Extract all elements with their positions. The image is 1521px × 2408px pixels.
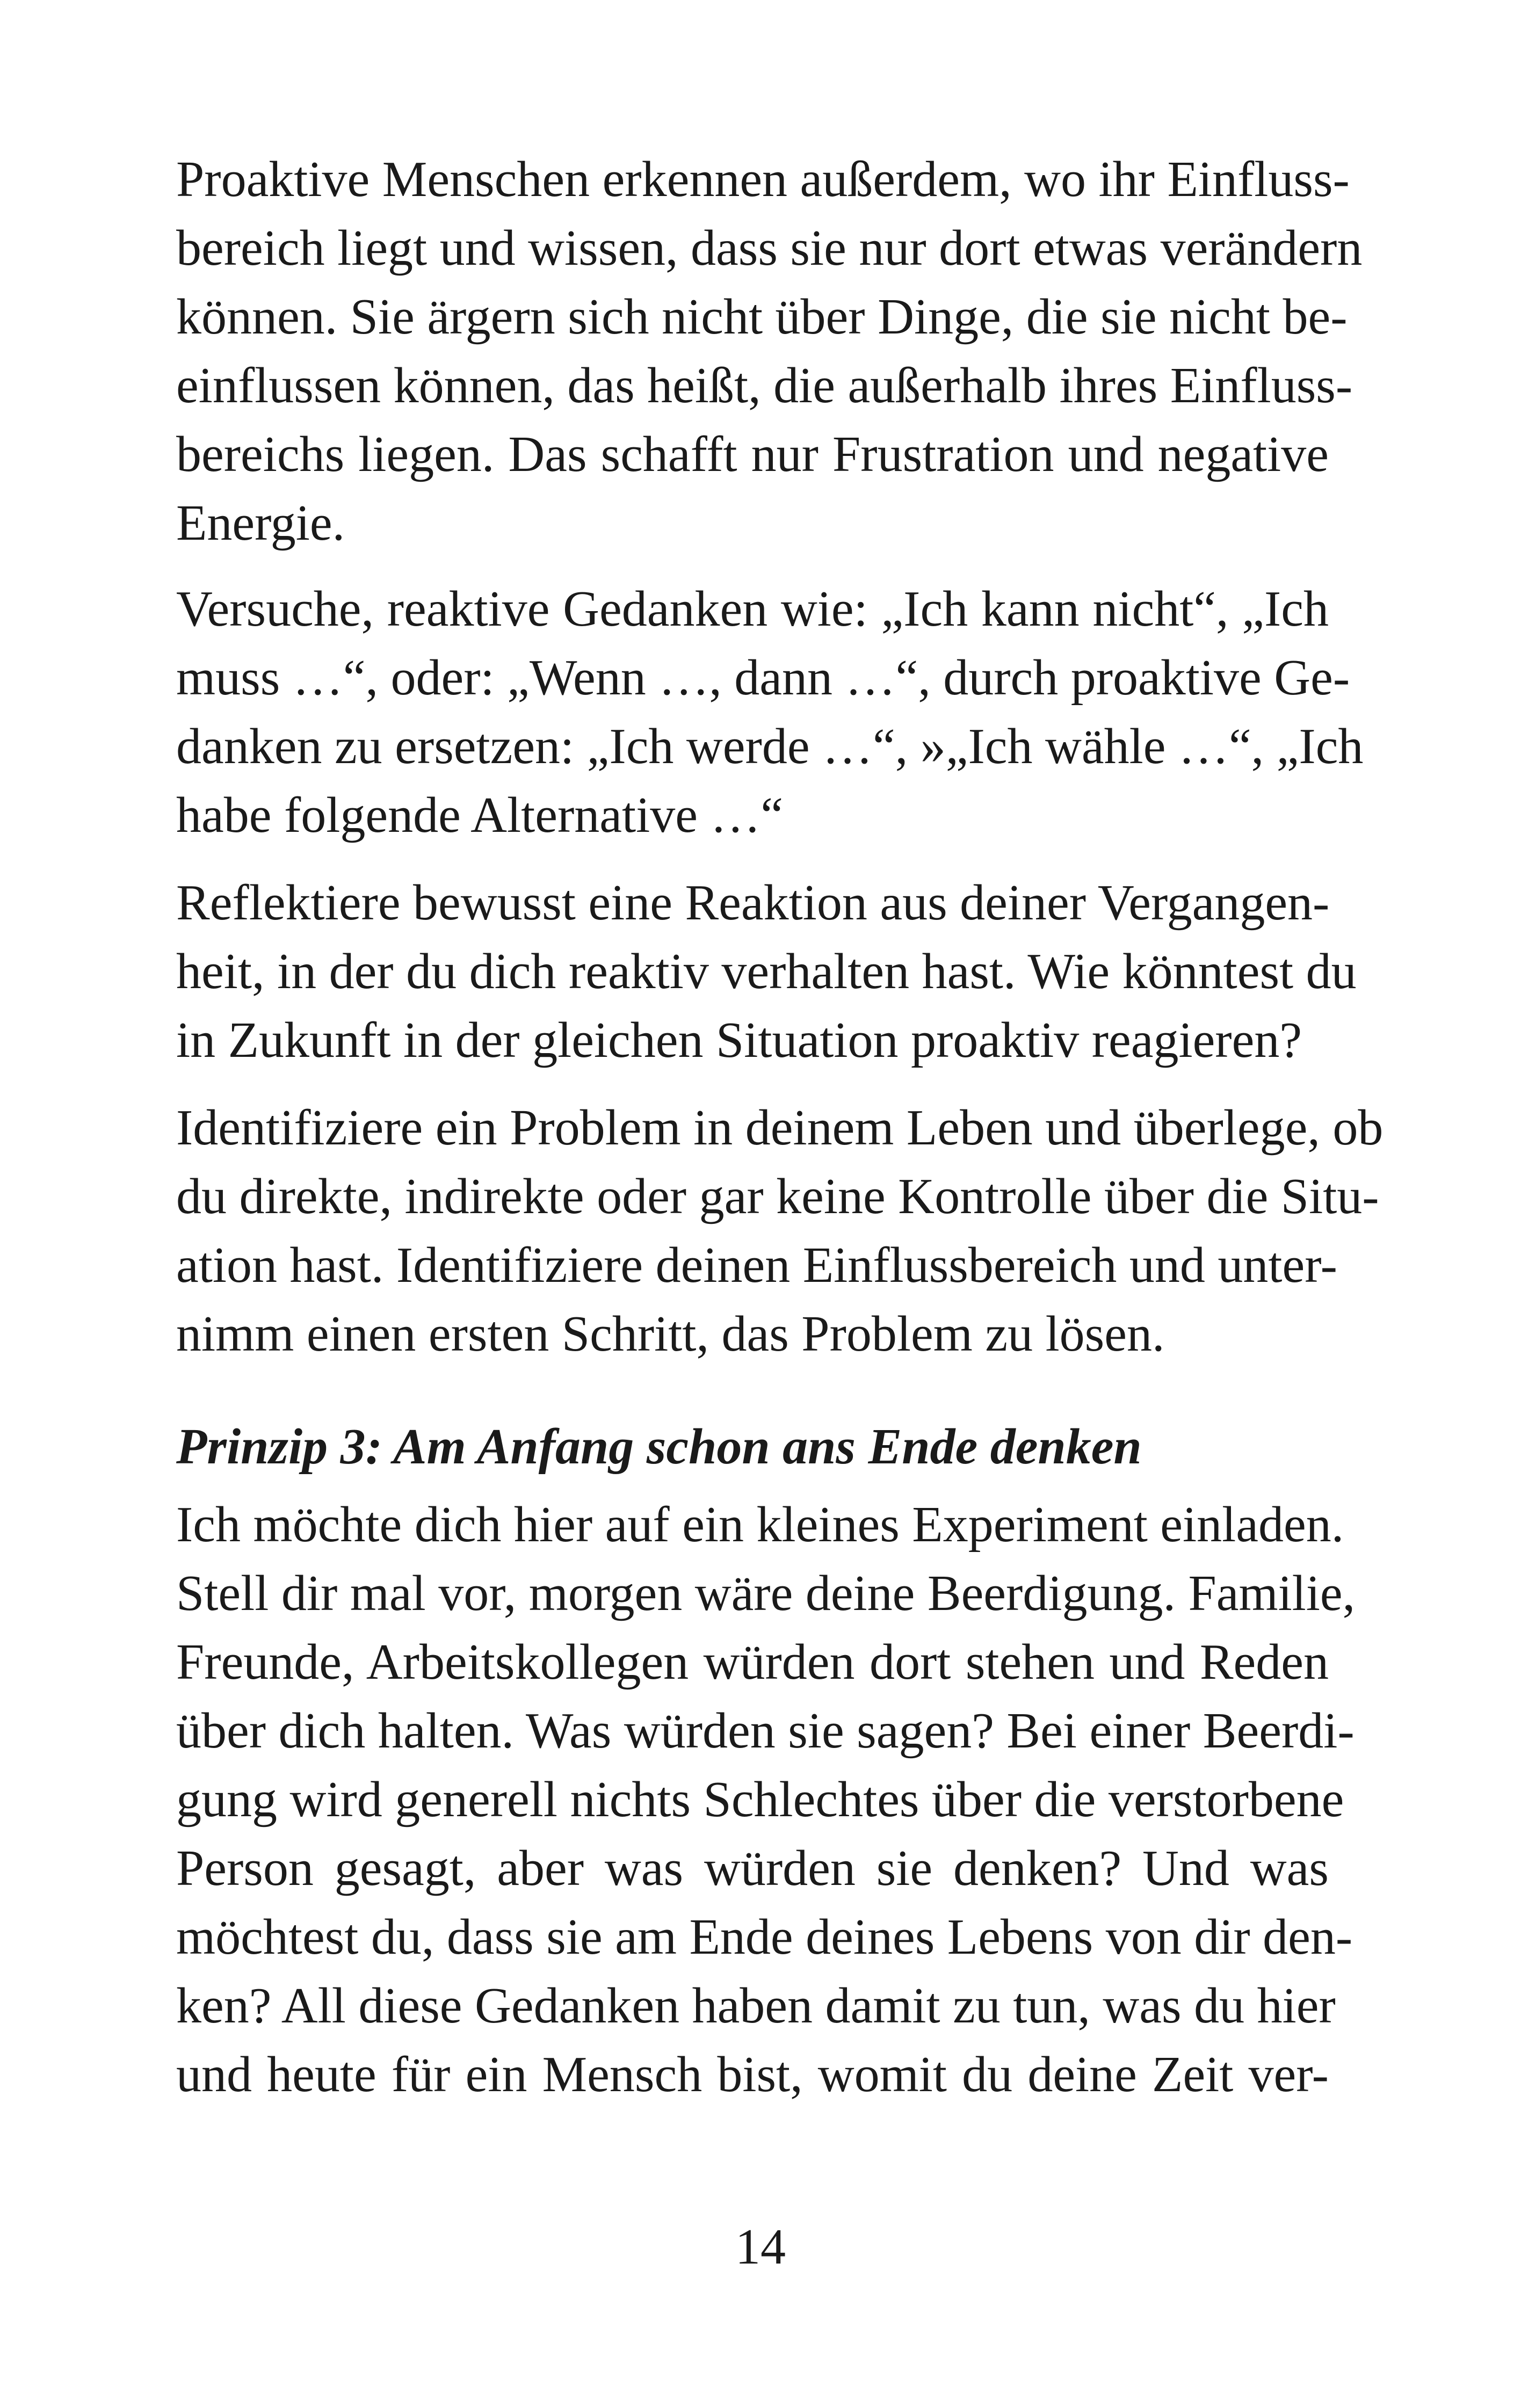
text-line: in Zukunft in der gleichen Situation proaktiv reagieren? bbox=[176, 1012, 1302, 1068]
text-line: ken? All diese Gedanken haben damit zu tun, was du hier bbox=[176, 1978, 1336, 2034]
text-line: bereichs liegen. Das schafft nur Frustration und negative bbox=[176, 426, 1329, 482]
text-line: nimm einen ersten Schritt, das Problem zu lösen. bbox=[176, 1306, 1165, 1362]
text-line: einflussen können, das heißt, die außerhalb ihres Einfluss- bbox=[176, 358, 1353, 414]
text-line: Versuche, reaktive Gedanken wie: „Ich kann nicht“, „Ich bbox=[176, 581, 1329, 637]
text-line: ation hast. Identifiziere deinen Einflussbereich und unter- bbox=[176, 1237, 1337, 1293]
text-line: Person gesagt, aber was würden sie denken? Und was bbox=[176, 1840, 1329, 1896]
text-line: Ich möchte dich hier auf ein kleines Experiment einladen. bbox=[176, 1497, 1344, 1553]
text-line: danken zu ersetzen: „Ich werde …“, »„Ich wähle …“, „Ich bbox=[176, 719, 1364, 774]
text-line: möchtest du, dass sie am Ende deines Lebens von dir den- bbox=[176, 1909, 1353, 1965]
text-line: gung wird generell nichts Schlechtes über die verstorbene bbox=[176, 1772, 1344, 1827]
text-line: du direkte, indirekte oder gar keine Kontrolle über die Situ- bbox=[176, 1169, 1379, 1224]
page-number: 14 bbox=[735, 2219, 786, 2275]
paragraph-identify-problem bbox=[176, 1093, 1384, 1368]
text-line: und heute für ein Mensch bist, womit du deine Zeit ver- bbox=[176, 2047, 1329, 2102]
text-line: Reflektiere bewusst eine Reaktion aus deiner Vergangen- bbox=[176, 875, 1330, 931]
text-line: Stell dir mal vor, morgen wäre deine Beerdigung. Familie, bbox=[176, 1565, 1356, 1621]
text-line: Proaktive Menschen erkennen außerdem, wo ihr Einfluss- bbox=[176, 151, 1350, 207]
text-line: können. Sie ärgern sich nicht über Dinge, die sie nicht be- bbox=[176, 289, 1348, 345]
section-heading: Prinzip 3: Am Anfang schon ans Ende denken bbox=[176, 1419, 1142, 1475]
text-line: habe folgende Alternative …“ bbox=[176, 787, 784, 843]
text-line: über dich halten. Was würden sie sagen? Bei einer Beerdi- bbox=[176, 1703, 1355, 1759]
text-line: bereich liegt und wissen, dass sie nur dort etwas verändern bbox=[176, 220, 1363, 276]
paragraph-proactive-influence bbox=[176, 145, 1363, 557]
text-line: Identifiziere ein Problem in deinem Leben und überlege, ob bbox=[176, 1100, 1384, 1156]
paragraph-reflect bbox=[176, 868, 1357, 1075]
paragraph-reactive-thoughts bbox=[176, 575, 1364, 850]
text-line: heit, in der du dich reaktiv verhalten hast. Wie könntest du bbox=[176, 944, 1357, 999]
text-line: Freunde, Arbeitskollegen würden dort stehen und Reden bbox=[176, 1634, 1329, 1690]
text-line: muss …“, oder: „Wenn …, dann …“, durch proaktive Ge- bbox=[176, 650, 1350, 706]
paragraph-funeral-experiment bbox=[176, 1490, 1356, 2109]
text-line: Energie. bbox=[176, 495, 345, 551]
